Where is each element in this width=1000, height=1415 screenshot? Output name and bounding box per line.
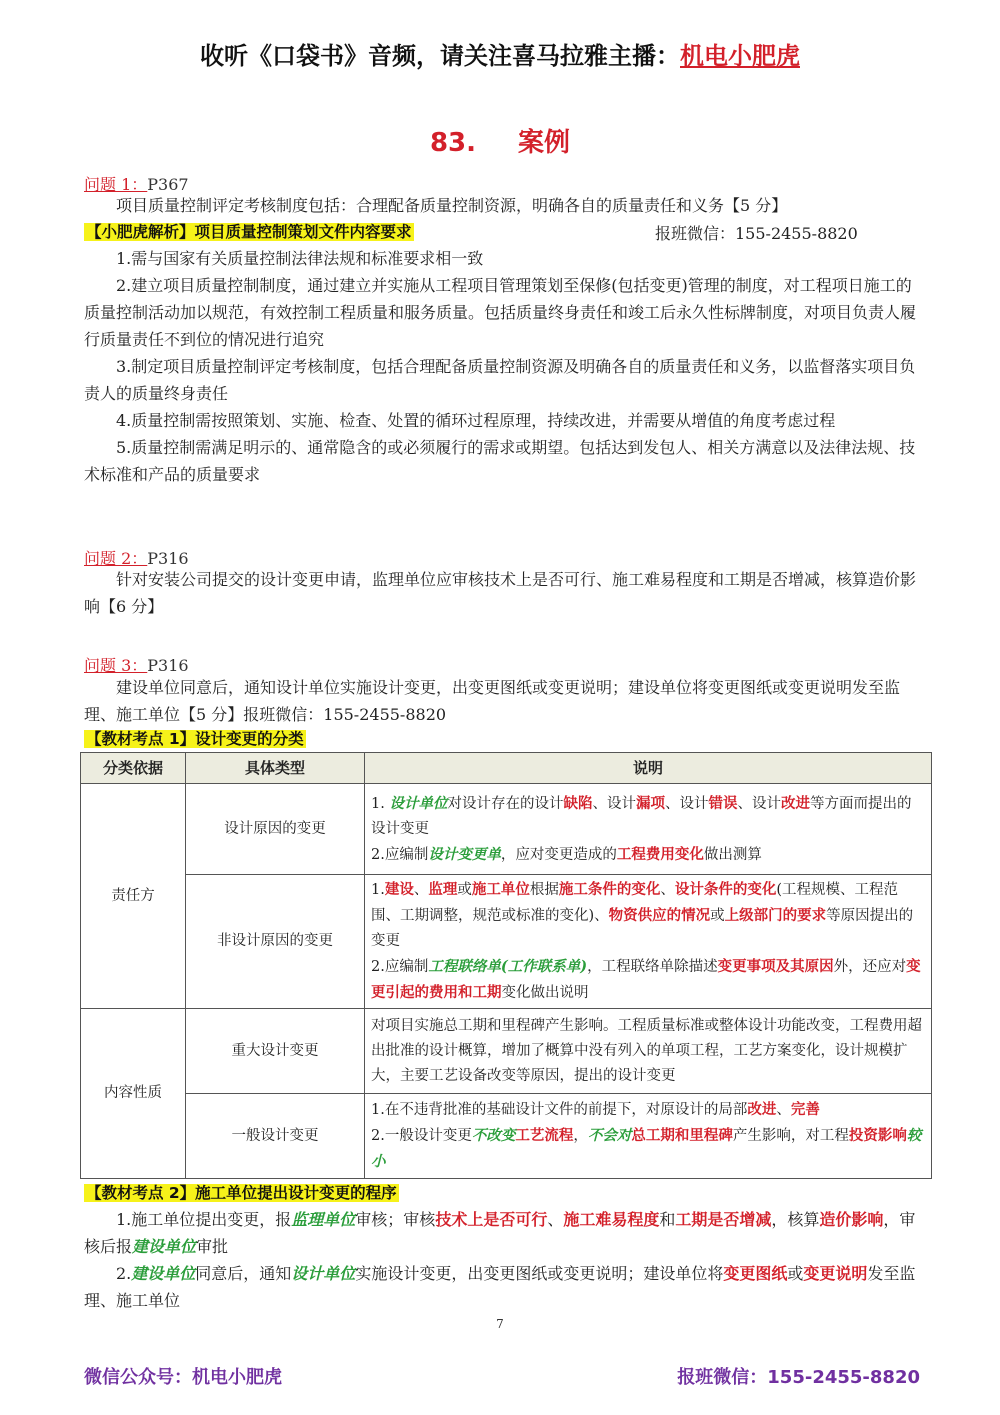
desc-line xyxy=(371,1097,925,1123)
text-run: 做出测算 xyxy=(703,846,762,863)
text-run: 外，还应对 xyxy=(833,959,907,975)
kp1-label: 【教材考点 1】设计变更的分类 xyxy=(86,730,304,748)
desc-line xyxy=(371,791,925,842)
q3-page: P316 xyxy=(147,656,189,675)
q1-point: 5.质量控制需满足明示的、通常隐含的或必须履行的需求或期望。包括达到发包人、相关方满意以及法律法规、技术标准和产品的质量要求 xyxy=(84,438,916,484)
green-term: 不改变 xyxy=(471,1127,516,1144)
text-run: 2.应编制 xyxy=(371,959,429,975)
text-run: 2. xyxy=(116,1264,132,1283)
type-cell: 设计原因的变更 xyxy=(186,784,365,875)
text-run: 或 xyxy=(787,1264,804,1283)
table-header: 说明 xyxy=(365,753,932,784)
page-number: 7 xyxy=(496,1317,504,1331)
desc-cell: 对项目实施总工期和里程碑产生影响。工程质量标准或整体设计功能改变，工程费用超出批准的设计概算，增加了概算中没有列入的单项工程，工艺方案变化，设计规模扩大，主要工艺设备改变等原因，提出的设计变更 xyxy=(365,1009,932,1094)
text-run: 1.在不违背批准的基础设计文件的前提下，对原设计的局部 xyxy=(371,1102,748,1118)
red-term: 工艺流程 xyxy=(515,1127,574,1144)
red-term: 完善 xyxy=(790,1101,820,1118)
text-run: ，工程联络单除描述 xyxy=(587,959,718,975)
red-term: 技术上是否可行 xyxy=(435,1210,548,1229)
text-run: ，应对变更造成的 xyxy=(500,846,617,863)
title-number: 83. xyxy=(429,128,477,158)
red-term: 错误 xyxy=(708,794,738,812)
red-term: 监理 xyxy=(428,881,458,898)
page-header xyxy=(0,36,1000,71)
host-name-link[interactable]: 机电小肥虎 xyxy=(680,42,800,70)
text-run: 等方面而提出的设计变更 xyxy=(371,795,912,837)
green-term: 建设单位 xyxy=(131,1264,196,1283)
table-header: 具体类型 xyxy=(186,753,365,784)
kp1-heading xyxy=(84,727,306,749)
q3-heading xyxy=(84,653,189,676)
desc-cell xyxy=(365,784,932,875)
q1-point: 4.质量控制需按照策划、实施、检查、处置的循环过程原理，持续改进，并需要从增值的角度考虑过程 xyxy=(116,411,836,430)
q1-point: 1.需与国家有关质量控制法律法规和标准要求相一致 xyxy=(116,249,484,268)
red-term: 建设 xyxy=(384,881,414,898)
text-run: 、 xyxy=(776,1102,791,1118)
text-run: 1. xyxy=(371,882,385,898)
title-text: 案例 xyxy=(518,128,571,158)
header-prefix: 收听《口袋书》音频，请关注喜马拉雅主播： xyxy=(200,42,680,70)
footer-wechat-contact: 报班微信：155-2455-8820 xyxy=(677,1367,920,1388)
red-term: 变更图纸 xyxy=(723,1264,788,1283)
desc-cell xyxy=(365,875,932,1009)
red-term: 物资供应的情况 xyxy=(608,907,711,924)
q1-point: 2.建立项目质量控制制度，通过建立并实施从工程项目管理策划至保修(包括变更)管理的制度，对工程项日施工的质量控制活动加以规范，有效控制工程质量和服务质量。包括质量终身责任和竣工后永久性标牌制度，对项目负责人履行质量责任不到位的情况进行追究 xyxy=(84,276,917,349)
red-term: 设计条件的变化 xyxy=(674,881,777,898)
green-term: 监理单位 xyxy=(291,1210,356,1229)
text-run: 、 xyxy=(660,882,675,898)
q3-answer: 建设单位同意后，通知设计单位实施设计变更，出变更图纸或变更说明；建设单位将变更图纸或变更说明发至监理、施工单位【5 分】报班微信：155-2455-8820 xyxy=(84,678,901,724)
green-term: 设计变更单 xyxy=(428,845,501,863)
q2-answer: 针对安装公司提交的设计变更申请，监理单位应审核技术上是否可行、施工难易程度和工期是否增减，核算造价影响【6 分】 xyxy=(84,570,917,616)
change-classification-table xyxy=(80,752,932,1179)
text-run: 对设计存在的设计 xyxy=(447,795,564,812)
green-term: 不会对 xyxy=(587,1127,632,1144)
desc-line xyxy=(371,877,925,954)
desc-line xyxy=(371,1123,925,1175)
text-run: 1.施工单位提出变更，报 xyxy=(116,1210,292,1229)
q2-label: 问题 2： xyxy=(84,549,148,568)
text-run: 、设计 xyxy=(737,795,781,812)
footer-wechat-account: 微信公众号：机电小肥虎 xyxy=(84,1367,282,1388)
text-run: 、设计 xyxy=(592,795,636,812)
group-cell: 责任方 xyxy=(81,784,186,1009)
green-term: 较小 xyxy=(371,1127,922,1170)
q1-point-list xyxy=(84,245,922,488)
text-run: 审批 xyxy=(196,1237,229,1256)
table-row xyxy=(81,784,932,875)
red-term: 变更事项及其原因 xyxy=(717,958,834,975)
table-header-row xyxy=(81,753,932,784)
q1-analysis-label: 【小肥虎解析】项目质量控制策划文件内容要求 xyxy=(86,223,412,241)
red-term: 缺陷 xyxy=(563,794,593,812)
kp2-label: 【教材考点 2】施工单位提出设计变更的程序 xyxy=(86,1184,397,1202)
green-term: 设计单位 xyxy=(291,1264,356,1283)
text-run: ，审核后报 xyxy=(84,1210,916,1256)
text-run: (工程规模、工程范围、工期调整，规范或标准的变化)、 xyxy=(371,882,898,924)
desc-line xyxy=(371,954,925,1006)
type-cell: 非设计原因的变更 xyxy=(186,875,365,1009)
q1-analysis-row xyxy=(84,220,944,242)
q3-label: 问题 3： xyxy=(84,656,148,675)
green-term: 工程联络单(工作联系单) xyxy=(428,958,588,975)
red-term: 施工单位 xyxy=(471,881,530,898)
table-row xyxy=(81,1009,932,1094)
text-run: 、设计 xyxy=(664,795,709,812)
red-term: 改进 xyxy=(780,794,810,812)
q1-page: P367 xyxy=(147,175,189,194)
red-term: 上级部门的要求 xyxy=(724,907,827,924)
desc-cell xyxy=(365,1094,932,1179)
red-term: 总工期和里程碑 xyxy=(631,1127,733,1144)
red-term: 变更说明 xyxy=(803,1264,868,1283)
text-run: 2.应编制 xyxy=(371,846,429,863)
text-run: ，核算 xyxy=(771,1210,820,1229)
text-run: 同意后，通知 xyxy=(195,1264,292,1283)
kp2-step xyxy=(84,1260,922,1314)
page-title xyxy=(0,122,1000,159)
text-run: 发至监理、施工单位 xyxy=(84,1264,916,1310)
q1-label: 问题 1： xyxy=(84,175,148,194)
green-term: 设计单位 xyxy=(389,794,448,812)
red-term: 漏项 xyxy=(635,794,665,812)
q1-wechat: 报班微信：155-2455-8820 xyxy=(655,224,858,243)
type-cell: 重大设计变更 xyxy=(186,1009,365,1094)
q1-answer: 项目质量控制评定考核制度包括：合理配备质量控制资源，明确各自的质量责任和义务【5 分】 xyxy=(116,196,788,215)
type-cell: 一般设计变更 xyxy=(186,1094,365,1179)
text-run: 、 xyxy=(547,1210,564,1229)
table-row xyxy=(81,1094,932,1179)
red-term: 施工难易程度 xyxy=(563,1210,660,1229)
q2-page: P316 xyxy=(147,549,189,568)
desc-line xyxy=(371,842,925,868)
kp2-step xyxy=(84,1206,922,1260)
table-row xyxy=(81,875,932,1009)
red-term: 工程费用变化 xyxy=(616,845,704,863)
table-header: 分类依据 xyxy=(81,753,186,784)
q1-point: 3.制定项目质量控制评定考核制度，包括合理配备质量控制资源及明确各自的质量责任和义务，以监督落实项目负责人的质量终身责任 xyxy=(84,357,916,403)
red-term: 投资影响 xyxy=(848,1127,907,1144)
text-run: 审核；审核 xyxy=(355,1210,436,1229)
text-run: 等原因提出的变更 xyxy=(371,908,914,949)
red-term: 工期是否增减 xyxy=(675,1210,772,1229)
text-run: 或 xyxy=(710,908,725,924)
text-run: 根据 xyxy=(529,882,559,898)
text-run: ， xyxy=(573,1128,588,1144)
kp2-steps xyxy=(84,1206,922,1314)
text-run: 或 xyxy=(457,882,472,898)
red-term: 施工条件的变化 xyxy=(558,881,661,898)
text-run: 、 xyxy=(413,882,429,898)
red-term: 造价影响 xyxy=(819,1210,884,1229)
green-term: 建设单位 xyxy=(132,1237,197,1256)
red-term: 改进 xyxy=(747,1101,777,1118)
text-run: 和 xyxy=(659,1210,676,1229)
text-run: 2.一般设计变更 xyxy=(371,1128,472,1144)
red-term: 变更引起的费用和工期 xyxy=(371,958,921,1001)
group-cell: 内容性质 xyxy=(81,1009,186,1179)
kp2-heading xyxy=(84,1181,399,1203)
text-run: 1. xyxy=(371,795,390,812)
text-run: 变化做出说明 xyxy=(501,985,589,1001)
text-run: 产生影响，对工程 xyxy=(732,1128,849,1144)
text-run: 实施设计变更，出变更图纸或变更说明；建设单位将 xyxy=(355,1264,724,1283)
